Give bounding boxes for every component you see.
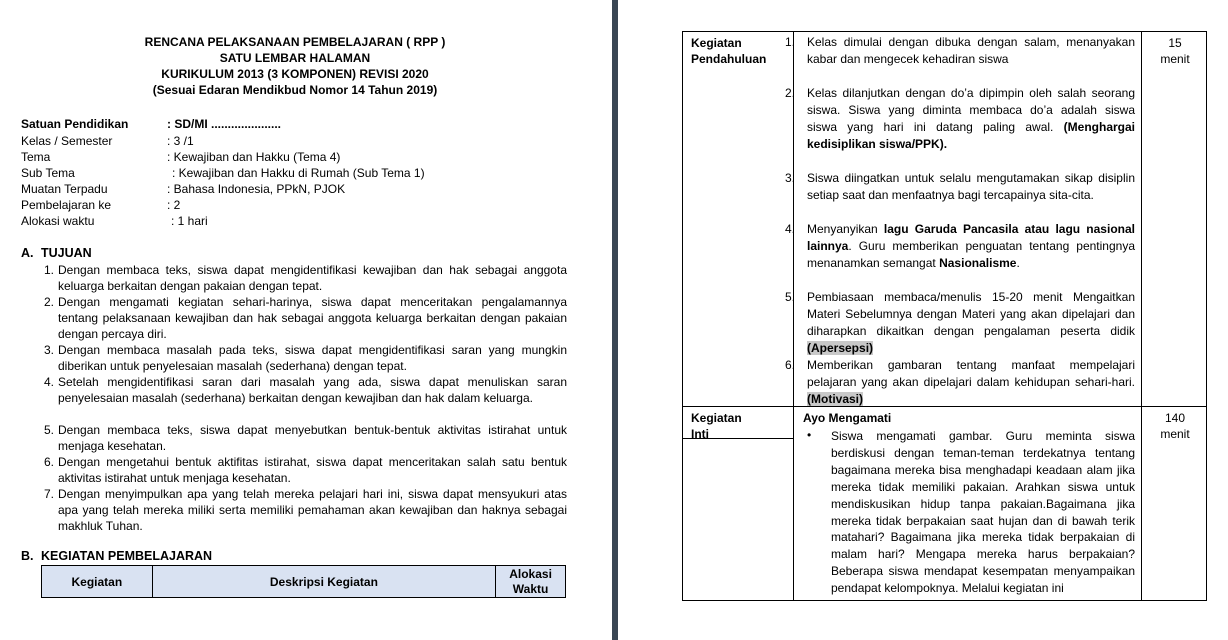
ayo-mengamati-heading: Ayo Mengamati <box>803 411 892 425</box>
objective-text: Dengan mengamati kegiatan sehari-harinya, siswa dapat menceritakan pengalamannya tentang pelaksanaan kewajiban dan hak sebagai anggota keluarga berkaitan dengan pakaian dengan percaya diri. <box>58 295 567 341</box>
identity-label: Satuan Pendidikan <box>21 117 129 131</box>
section-letter: B. <box>21 549 34 563</box>
section-title: KEGIATAN PEMBELAJARAN <box>41 549 213 563</box>
section-b-heading <box>21 549 212 563</box>
objective-number: 4. <box>44 375 55 389</box>
item-number: 3. <box>785 171 796 185</box>
objective-number: 6. <box>44 455 55 469</box>
time-value: 140 <box>1164 411 1186 425</box>
section-a-heading <box>21 246 92 260</box>
inti-label <box>691 410 742 442</box>
objective-text: Dengan membaca teks, siswa dapat menyebutkan bentuk-bentuk aktivitas istirahat untuk menjaga kesehatan. <box>58 423 567 453</box>
item-bold: (Menghargai kedisiplikan siswa/PPK). <box>807 119 1135 151</box>
time-unit: menit <box>1160 52 1190 66</box>
item-text: Memberikan gambaran tentang manfaat mempelajari pelajaran yang akan dipelajari dalam kehidupan sehari-hari. <box>807 358 1135 389</box>
section-title: TUJUAN <box>41 246 92 260</box>
pendahuluan-label-line1: Kegiatan <box>691 36 742 50</box>
col-alokasi-line2: Waktu <box>512 581 549 596</box>
inti-bullet-text: Siswa mengamati gambar. Guru meminta siswa berdiskusi dengan teman-teman terdekatnya tentang bagaimana mereka bisa menghadapi keadaan alam jika mereka tidak memiliki pakaian. Arahkan siswa untuk mendiskusikan hidup tanpa pakaian.Bagaimana jika mereka tidak berpakaian saat hujan dan di bawah terik matahari? Bagaimana jika mereka tidak berpakaian di malam hari? Mengapa mereka harus berpakaian? Beberapa siswa mendapat kesempatan menyampaikan pendapat kelompoknya. Melalui kegiatan ini <box>831 429 1135 596</box>
objective-item <box>44 486 567 534</box>
identity-value: : 3 /1 <box>167 134 194 148</box>
right-page <box>618 0 1228 640</box>
objective-text: Dengan menyimpulkan apa yang telah mereka pelajari hari ini, siswa dapat mensyukuri atas apa yang telah mereka miliki serta memiliki pemahaman akan kewajiban dan haknya sebagai makhluk Tuhan. <box>58 487 567 533</box>
inti-time <box>1143 410 1207 442</box>
item-number: 4. <box>785 222 796 236</box>
item-text: Pembiasaan membaca/menulis 15-20 menit Mengaitkan Materi Sebelumnya dengan Materi yang akan dipelajari dan diharapkan dikaitkan dengan pengalaman peserta didik <box>807 290 1135 338</box>
objective-number: 2. <box>44 295 55 309</box>
activity-table <box>682 31 1207 601</box>
objective-item <box>44 262 567 294</box>
inti-label-line1: Kegiatan <box>691 411 742 425</box>
identity-label: Muatan Terpadu <box>21 182 108 196</box>
item-post: . <box>1016 255 1020 270</box>
col-divider <box>1141 32 1142 600</box>
objective-item <box>44 342 567 374</box>
col-divider <box>793 32 794 600</box>
item-text: Siswa diingatkan untuk selalu mengutamakan sikap disiplin setiap saat dan menfaatnya bagi tercapainya sita-cita. <box>807 171 1135 202</box>
objective-item <box>44 422 567 454</box>
identity-value: : Kewajiban dan Hakku (Tema 4) <box>167 150 341 164</box>
pendahuluan-item <box>785 289 1135 357</box>
col-deskripsi: Deskripsi Kegiatan <box>152 566 495 598</box>
section-letter: A. <box>21 246 34 260</box>
pendahuluan-label-line2: Pendahuluan <box>691 52 767 66</box>
item-bold-2: Nasionalisme <box>939 255 1017 270</box>
identity-value: : SD/MI ..................... <box>167 117 282 131</box>
objective-number: 5. <box>44 423 55 437</box>
item-number: 1. <box>785 35 796 49</box>
item-bold: lagu Garuda Pancasila atau lagu nasional lainnya <box>807 222 1135 253</box>
objective-text: Setelah mengidentifikasi saran dari masalah yang ada, siswa dapat menuliskan saran penyelesaian masalah (sederhana) berkaitan dengan kewajiban dan hak dalam keluarga. <box>58 375 567 405</box>
pendahuluan-item <box>785 34 1135 68</box>
identity-label: Pembelajaran ke <box>21 198 112 212</box>
col-kegiatan: Kegiatan <box>42 566 153 598</box>
pendahuluan-item <box>785 170 1135 204</box>
doc-title: RENCANA PELAKSANAAN PEMBELAJARAN ( RPP ) <box>144 35 446 49</box>
item-text: Kelas dilanjutkan dengan do’a dipimpin oleh salah seorang siswa. Siswa yang diminta membaca do’a adalah siswa siswa yang hari ini datang paling awal. <box>807 86 1135 134</box>
inti-label-line2: Inti <box>691 427 709 441</box>
pendahuluan-item <box>785 221 1135 272</box>
objective-number: 7. <box>44 487 55 501</box>
pendahuluan-item <box>785 85 1135 153</box>
objective-text: Dengan membaca teks, siswa dapat mengidentifikasi kewajiban dan hak sebagai anggota keluarga berkaitan dengan pakaian dengan tepat. <box>58 263 567 293</box>
left-page <box>0 0 612 640</box>
motivasi-highlight: (Motivasi) <box>807 391 864 406</box>
item-number: 5. <box>785 290 796 304</box>
item-number: 6. <box>785 358 796 372</box>
objective-number: 3. <box>44 343 55 357</box>
pendahuluan-item <box>785 357 1135 408</box>
objective-item <box>44 374 567 406</box>
pendahuluan-time <box>1143 35 1207 67</box>
circular-line: (Sesuai Edaran Mendikbud Nomor 14 Tahun 2019) <box>152 83 438 97</box>
time-value: 15 <box>1168 36 1182 50</box>
identity-value: : Kewajiban dan Hakku di Rumah (Sub Tema 1) <box>172 166 425 180</box>
doc-subtitle: SATU LEMBAR HALAMAN <box>219 51 371 65</box>
bullet-icon: • <box>807 428 812 442</box>
identity-label: Alokasi waktu <box>21 214 95 228</box>
objective-item <box>44 294 567 342</box>
time-unit: menit <box>1160 427 1190 441</box>
curriculum-line: KURIKULUM 2013 (3 KOMPONEN) REVISI 2020 <box>161 67 429 81</box>
identity-value: : 2 <box>167 198 181 212</box>
item-number: 2. <box>785 86 796 100</box>
apersepsi-highlight: (Apersepsi) <box>807 340 874 355</box>
item-pre: Menyanyikan <box>807 222 878 236</box>
col-alokasi <box>496 566 566 598</box>
identity-label: Tema <box>21 150 51 164</box>
activity-table-header <box>41 565 566 598</box>
identity-label: Sub Tema <box>21 166 75 180</box>
identity-label: Kelas / Semester <box>21 134 113 148</box>
objective-number: 1. <box>44 263 55 277</box>
objective-text: Dengan mengetahui bentuk aktifitas istirahat, siswa dapat menceritakan salah satu bentuk aktivitas istirahat untuk menjaga kesehatan. <box>58 455 567 485</box>
objective-text: Dengan membaca masalah pada teks, siswa dapat mengidentifikasi saran yang mungkin diberikan untuk penyelesaian masalah (sederhana) dengan tepat. <box>58 343 567 373</box>
item-text: Kelas dimulai dengan dibuka dengan salam, menanyakan kabar dan mengecek kehadiran siswa <box>807 35 1135 66</box>
objective-item <box>44 454 567 486</box>
pendahuluan-label <box>691 35 766 67</box>
item-text: . Guru memberikan penguatan tentang pentingnya menanamkan semangat <box>807 238 1135 270</box>
col-alokasi-line1: Alokasi <box>509 566 552 581</box>
identity-value: : Bahasa Indonesia, PPkN, PJOK <box>167 182 346 196</box>
identity-value: : 1 hari <box>171 214 208 228</box>
